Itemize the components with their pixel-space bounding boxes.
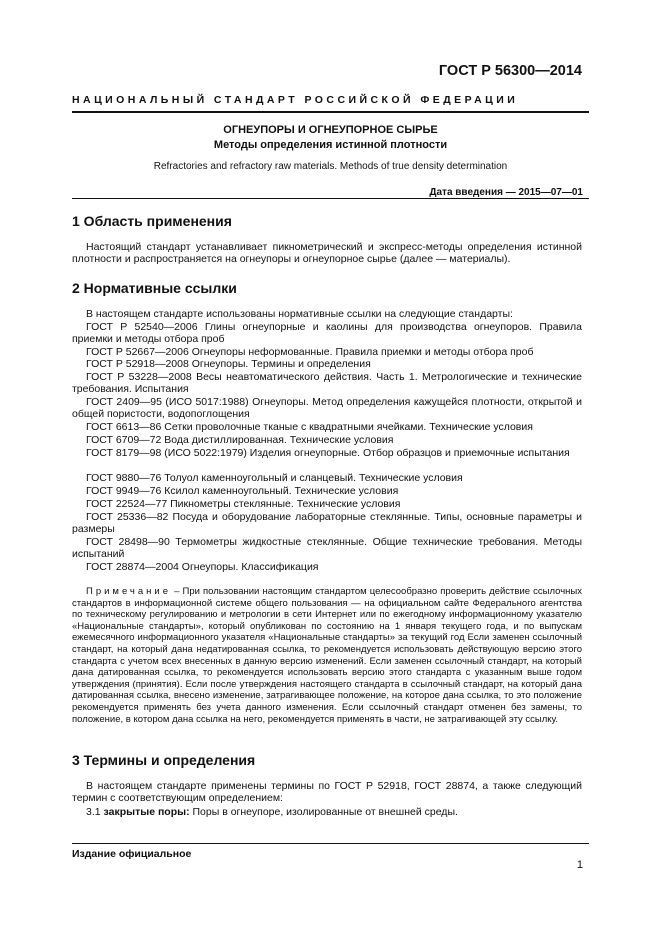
normative-reference: ГОСТ 6709—72 Вода дистиллированная. Технические условия bbox=[86, 434, 394, 446]
normative-reference: ГОСТ Р 52667—2006 Огнеупоры неформованные. Правила приемки и методы отбора проб bbox=[86, 346, 534, 358]
page-number: 1 bbox=[576, 859, 583, 871]
national-standard-banner: НАЦИОНАЛЬНЫЙ СТАНДАРТ РОССИЙСКОЙ ФЕДЕРАЦИИ bbox=[72, 94, 519, 106]
normative-reference: ГОСТ Р 53228—2008 Весы неавтоматического действия. Часть 1. Метрологические и технические требования. Испытания bbox=[72, 371, 582, 395]
normative-reference: ГОСТ Р 52540—2006 Глины огнеупорные и каолины для производства огнеупоров. Правила приемки и методы отбора проб bbox=[72, 321, 582, 345]
gost-code: ГОСТ Р 56300—2014 bbox=[438, 63, 582, 79]
section-3-heading: 3 Термины и определения bbox=[72, 752, 256, 768]
normative-reference: ГОСТ 2409—95 (ИСО 5017:1988) Огнеупоры. Метод определения кажущейся плотности, открытой и общей пористости, водопоглощения bbox=[72, 396, 582, 420]
section-1-text: Настоящий стандарт устанавливает пикнометрический и экспресс-методы определения истинной плотности и распространяется на огнеупоры и огнеупорное сырье (далее — материалы). bbox=[72, 241, 582, 266]
introduction-date: Дата введения — 2015—07—01 bbox=[429, 187, 583, 198]
term-text: Поры в огнеупоре, изолированные от внешней среды. bbox=[189, 806, 458, 818]
section-1-heading: 1 Область применения bbox=[72, 213, 232, 229]
normative-reference: ГОСТ 9949—76 Ксилол каменноугольный. Технические условия bbox=[86, 485, 399, 497]
normative-reference: ГОСТ Р 52918—2008 Огнеупоры. Термины и определения bbox=[86, 358, 371, 370]
normative-reference: ГОСТ 28498—90 Термометры жидкостные стеклянные. Общие технические требования. Методы испытаний bbox=[72, 536, 582, 560]
normative-reference: ГОСТ 28874—2004 Огнеупоры. Классификация bbox=[86, 561, 319, 573]
term-definition bbox=[72, 806, 582, 818]
date-divider bbox=[72, 198, 589, 199]
header-divider bbox=[72, 111, 589, 113]
references-note bbox=[72, 586, 582, 725]
section-2-intro: В настоящем стандарте использованы нормативные ссылки на следующие стандарты: bbox=[86, 308, 513, 320]
normative-reference: ГОСТ 25336—82 Посуда и оборудование лабораторные стеклянные. Типы, основные параметры и размеры bbox=[72, 511, 582, 535]
document-title: ОГНЕУПОРЫ И ОГНЕУПОРНОЕ СЫРЬЕ bbox=[223, 124, 438, 136]
term-number: 3.1 bbox=[86, 806, 101, 818]
normative-reference: ГОСТ 22524—77 Пикнометры стеклянные. Технические условия bbox=[86, 498, 401, 510]
note-text: – При пользовании настоящим стандартом целесообразно проверить действие ссылочных стандартов в информационной системе общего пользования — на официальном сайте Федерального агентства по техническому регулированию и метрологии в сети Интернет или по ежегодному информационному указателю «Национальные стандарты», который опубликован по состоянию на 1 января текущего года, и по выпускам ежемесячного информационного указателя «Национальные стандарты» за текущий год Если заменен ссылочный стандарт, на который дана недатированная ссылка, то рекомендуется использовать действующую версию этого стандарта с учетом всех внесенных в данную версию изменений. Если заменен ссылочный стандарт, на который дана датированная ссылка, то рекомендуется использовать версию этого стандарта с указанным выше годом утверждения (принятия). Если после утверждения настоящего стандарта в ссылочный стандарт, на который дана датированная ссылка, внесено изменение, затрагивающее положение, на которое дана ссылка, то это положение рекомендуется применять без учета данного изменения. Если ссылочный стандарт отменен без замены, то положение, в котором дана ссылка на него, рекомендуется применять в части, не затрагивающей эту ссылку. bbox=[72, 586, 582, 725]
document-subtitle: Методы определения истинной плотности bbox=[213, 139, 448, 151]
term-name: закрытые поры: bbox=[103, 806, 190, 818]
section-2-heading: 2 Нормативные ссылки bbox=[72, 280, 237, 296]
note-label: Примечание bbox=[86, 586, 171, 597]
normative-reference: ГОСТ 6613—86 Сетки проволочные тканые с квадратными ячейками. Технические условия bbox=[86, 421, 533, 433]
footer-divider bbox=[72, 843, 589, 844]
normative-reference: ГОСТ 8179—98 (ИСО 5022:1979) Изделия огнеупорные. Отбор образцов и приемочные испытания bbox=[86, 447, 570, 459]
normative-reference: ГОСТ 9880—76 Толуол каменноугольный и сланцевый. Технические условия bbox=[86, 472, 463, 484]
official-edition-label: Издание официальное bbox=[72, 848, 192, 860]
section-3-intro: В настоящем стандарте применены термины по ГОСТ Р 52918, ГОСТ 28874, а также следующий термин с соответствующим определением: bbox=[72, 780, 582, 805]
document-title-english: Refractories and refractory raw materials. Methods of true density determination bbox=[153, 161, 508, 172]
